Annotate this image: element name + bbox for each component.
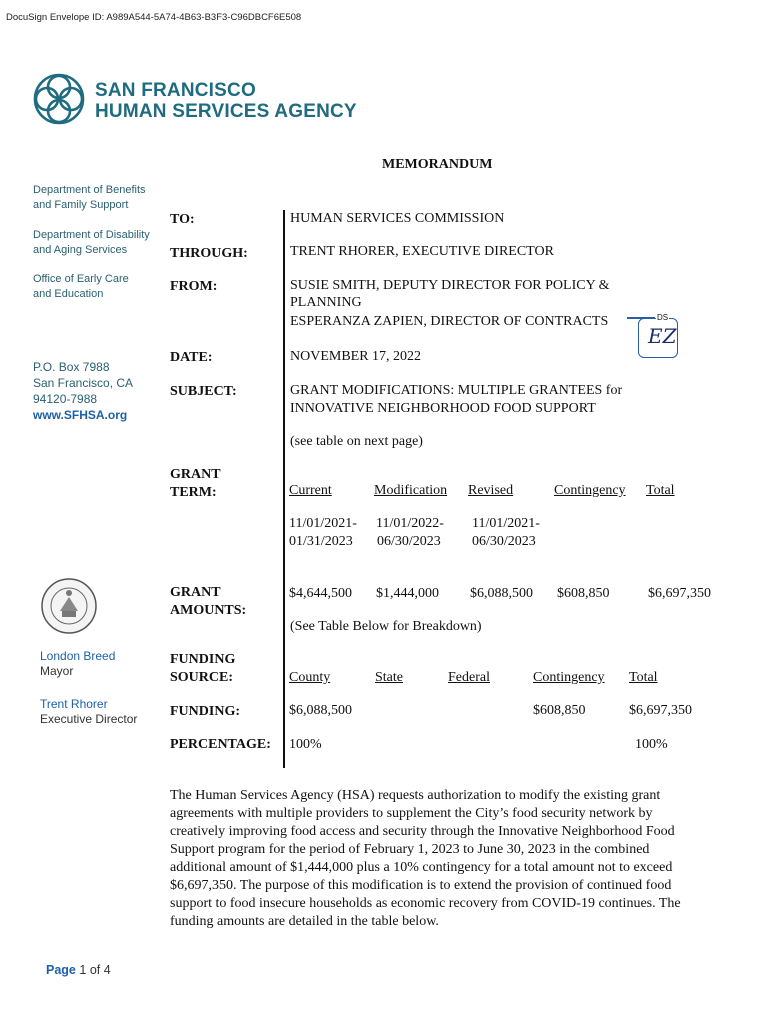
term-header-revised: Revised — [468, 483, 514, 498]
website-link[interactable]: www.SFHSA.org — [33, 408, 128, 422]
dept-early-care-line2: and Education — [33, 288, 104, 300]
amount-contingency: $608,850 — [557, 586, 610, 601]
dept-benefits-line1: Department of Benefits — [33, 184, 146, 196]
grant-term-label-1: GRANT — [170, 467, 221, 482]
to-label: TO: — [170, 212, 195, 227]
funding-county: $6,088,500 — [289, 703, 352, 718]
funding-label: FUNDING: — [170, 704, 240, 719]
director-block — [40, 697, 137, 727]
subject-note: (see table on next page) — [290, 434, 423, 449]
term-header-contingency: Contingency — [554, 483, 626, 498]
subject-line1: GRANT MODIFICATIONS: MULTIPLE GRANTEES for — [290, 383, 623, 398]
amount-modification: $1,444,000 — [376, 586, 439, 601]
director-name: Trent Rhorer — [40, 697, 108, 711]
funding-total: $6,697,350 — [629, 703, 692, 718]
amount-total: $6,697,350 — [648, 586, 711, 601]
dept-disability-line1: Department of Disability — [33, 229, 150, 241]
percentage-county: 100% — [289, 737, 322, 752]
docusign-ds-tag: DS — [657, 313, 669, 322]
funding-header-contingency: Contingency — [533, 670, 605, 685]
through-value: TRENT RHORER, EXECUTIVE DIRECTOR — [290, 244, 554, 259]
page-word: Page — [46, 963, 76, 977]
term-header-current: Current — [289, 483, 332, 498]
docusign-initials: EZ — [648, 324, 677, 348]
memo-divider — [283, 210, 285, 768]
mayor-title: Mayor — [40, 664, 74, 678]
funding-contingency: $608,850 — [533, 703, 586, 718]
city-seal-icon — [40, 577, 98, 635]
mayor-name: London Breed — [40, 649, 116, 663]
memo-title: MEMORANDUM — [382, 157, 493, 172]
mayor-block — [40, 649, 115, 679]
date-label: DATE: — [170, 350, 213, 365]
director-title: Executive Director — [40, 712, 138, 726]
term-current-end: 01/31/2023 — [289, 534, 353, 549]
term-current-start: 11/01/2021- — [289, 516, 357, 531]
funding-header-county: County — [289, 670, 331, 685]
address-city: San Francisco, CA — [33, 376, 134, 390]
subject-label: SUBJECT: — [170, 384, 237, 399]
dept-early-care — [33, 272, 129, 302]
term-rev-start: 11/01/2021- — [472, 516, 540, 531]
term-mod-start: 11/01/2022- — [376, 516, 444, 531]
agency-name-line1: SAN FRANCISCO — [95, 80, 256, 101]
dept-benefits-line2: and Family Support — [33, 199, 129, 211]
agency-address — [33, 359, 133, 423]
dept-disability-line2: and Aging Services — [33, 244, 128, 256]
from-label: FROM: — [170, 279, 218, 294]
term-mod-end: 06/30/2023 — [377, 534, 441, 549]
envelope-id: DocuSign Envelope ID: A989A544-5A74-4B63-B3F3-C96DBCF6E508 — [6, 12, 302, 23]
through-label: THROUGH: — [170, 246, 248, 261]
funding-header-federal: Federal — [448, 670, 490, 685]
from-line2: PLANNING — [290, 295, 362, 310]
from-line3: ESPERANZA ZAPIEN, DIRECTOR OF CONTRACTS — [290, 314, 609, 329]
address-zip: 94120-7988 — [33, 392, 98, 406]
agency-logo-icon — [33, 73, 85, 125]
grant-amounts-label-2: AMOUNTS: — [170, 603, 247, 618]
funding-header-total: Total — [629, 670, 658, 685]
amount-current: $4,644,500 — [289, 586, 352, 601]
subject-line2: INNOVATIVE NEIGHBORHOOD FOOD SUPPORT — [290, 401, 596, 416]
funding-header-state: State — [375, 670, 403, 685]
grant-amounts-label-1: GRANT — [170, 585, 221, 600]
to-value: HUMAN SERVICES COMMISSION — [290, 211, 505, 226]
page-number: 1 — [79, 963, 87, 977]
amounts-note: (See Table Below for Breakdown) — [290, 619, 482, 634]
page-of: of 4 — [89, 963, 111, 977]
page-footer — [46, 963, 111, 977]
dept-disability — [33, 228, 150, 258]
date-value: NOVEMBER 17, 2022 — [290, 349, 422, 364]
dept-benefits — [33, 183, 146, 213]
percentage-label: PERCENTAGE: — [170, 737, 271, 752]
funding-source-label-2: SOURCE: — [170, 670, 234, 685]
address-po-box: P.O. Box 7988 — [33, 360, 110, 374]
agency-name-line2: HUMAN SERVICES AGENCY — [95, 101, 357, 122]
percentage-total: 100% — [635, 737, 668, 752]
funding-source-label-1: FUNDING — [170, 652, 236, 667]
memo-body: The Human Services Agency (HSA) requests authorization to modify the existing grant agreements with multiple providers to supplement the City’s food security network by creatively improving food access and security through the Innovative Neighborhood Food Support program for the period of February 1, 2023 to June 30, 2023 in the combined additional amount of $1,444,000 plus a 10% contingency for a total amount not to exceed $6,697,350. The purpose of this modification is to extend the provision of continued food support to food insecure households as economic recovery from COVID-19 continues. The funding amounts are detailed in the table below. — [170, 788, 681, 929]
agency-name — [95, 80, 357, 122]
amount-revised: $6,088,500 — [470, 586, 533, 601]
grant-term-label-2: TERM: — [170, 485, 217, 500]
from-line1: SUSIE SMITH, DEPUTY DIRECTOR FOR POLICY & — [290, 278, 610, 293]
term-header-modification: Modification — [374, 483, 448, 498]
term-rev-end: 06/30/2023 — [472, 534, 536, 549]
dept-early-care-line1: Office of Early Care — [33, 273, 129, 285]
term-header-total: Total — [646, 483, 675, 498]
